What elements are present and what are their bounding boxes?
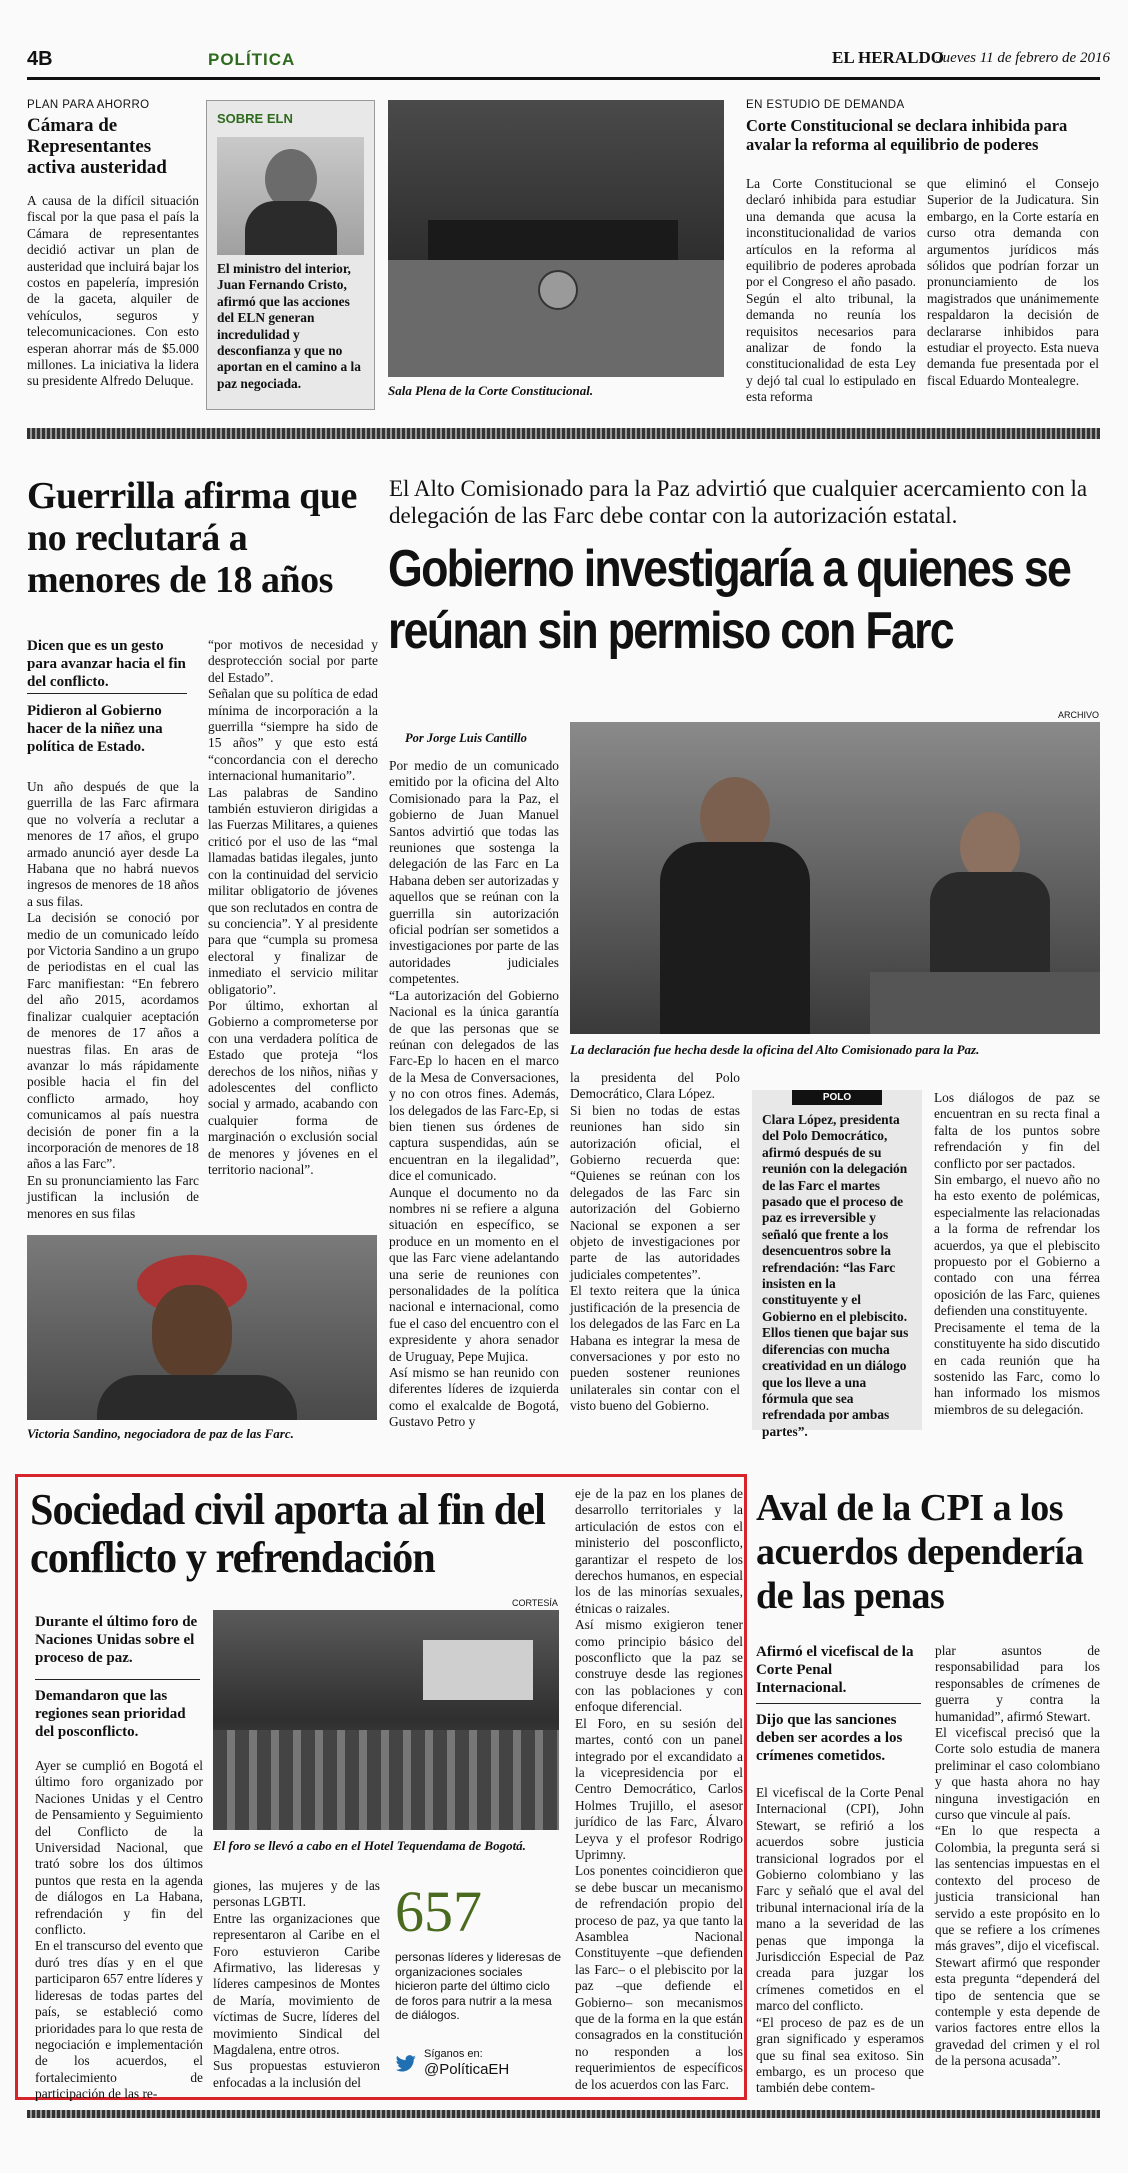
polo-box xyxy=(752,1090,922,1439)
headline-cpi: Aval de la CPI a los acuerdos dependería de las penas xyxy=(756,1487,1084,1617)
page-number: 4B xyxy=(27,48,53,70)
twitter-icon[interactable] xyxy=(395,2055,417,2073)
lead-cpi-1: Afirmó el vicefiscal de la Corte Penal Internacional. xyxy=(756,1644,914,1696)
lead-separator-2 xyxy=(35,1679,200,1680)
article-sociedad-col3: eje de la paz en los planes de desarrollo territoriales y la articulación de estos con el ministerio del posconflicto, garantizar el respeto de los derechos humanos, en especial los de las minorías sexuales, étnicas o raizales. Así mismo exigieron tener como principio básico del posconflicto que la paz se construye desde las regiones con las poblaciones y con enfoque diferencial. El Foro, en su sesión del martes, contó con un panel integrado por el excandidato a la vicepresidencia por el Centro Democrático, Carlos Holmes Trujillo, el asesor jurídico de las Farc, Álvaro Leyva y el profesor Rodrigo Uprimny. Los ponentes coincidieron que se debe buscar un mecanismo de refrendación propio del proceso de paz, ya que tanto la Asamblea Nacional Constituyente –que defienden las Farc– o el plebiscito por la paz –que defiende el Gobierno– son mecanismos que de la forma en la que están consagrados en la constitución no responden a los requerimientos de específicos de los acuerdos con las Farc. xyxy=(575,1486,743,2092)
article-sociedad-col1: Ayer se cumplió en Bogotá el último foro organizado por Naciones Unidas y el Centro de Pensamiento y Seguimiento del Conflicto de la Universidad Nacional, que trató sobre los dos últimos puntos que resta en la agenda de diálogos en La Habana, refrendación y fin del conflicto. En el transcurso del evento que duró tres días y en el que participaron 657 entre líderes y lideresas de todas partes del país, se estableció como prioridades para lo que resta de negociación e implementación de los acuerdos, el fortalecimiento de participación de las re- xyxy=(35,1758,203,2102)
article-guerrilla-col1: Un año después de que la guerrilla de las Farc afirmara que no volvería a reclutar a menores de 17 años, el grupo armado anunció ayer desde La Habana que no habrá nuevos ingresos de menores de 18 años a sus filas. La decisión se conoció por medio de un comunicado leído por Victoria Sandino a un grupo de periodistas en el cual las Farc manifiestan: “En febrero del año 2015, acordamos finalizar cualquier aceptación de menores de 17 años a nuestras filas. En aras de avanzar lo más rápidamente posible hacia el fin del conflicto armado, hoy comunicamos al país nuestra decisión de poner fin a la incorporación de menores de 18 años a las Farc”. En su pronunciamiento las Farc justifican la inclusión de menores en sus filas xyxy=(27,779,199,1221)
lead-cpi-2: Dijo que las sanciones deben ser acordes a los crímenes cometidos. xyxy=(756,1712,903,1764)
headline-guerrilla: Guerrilla afirma que no reclutará a menores de 18 años xyxy=(27,475,357,601)
article-sociedad-col2: giones, las mujeres y de las personas LGBTI. Entre las organizaciones que representaron al Caribe en el Foro estuvieron Caribe Afirmativo, las lideresas y líderes campesinos de Montes de María, movimiento de víctimas de Sucre, líderes del movimiento Sindical del Magdalena, entre otros. Sus propuestas estuvieron enfocadas a la inclusión del xyxy=(213,1878,380,2090)
polo-label: POLO xyxy=(792,1090,882,1105)
lead-guerrilla-2: Pidieron al Gobierno hacer de la niñez una política de Estado. xyxy=(27,703,163,755)
article-guerrilla-col2: “por motivos de necesidad y desprotección social por parte del Estado”. Señalan que su política de edad mínima de incorporación a la guerrilla “siempre ha sido de 15 años” y que esto está “concordancia con el derecho internacional humanitario”. Las palabras de Sandino también estuvieron dirigidas a las Fuerzas Militares, a quienes criticó por el uso de las “mal llamadas batidas ilegales, junto con la continuidad del servicio militar obligatorio de jóvenes que son reclutados en contra de su conciencia”. Y al presidente para que “cumpla su promesa electoral y finalizar de inmediato el servicio militar obligatorio”. Por último, exhortan al Gobierno a comprometerse por con una verdadera política de Estado que proteja “los derechos de los niños, niñas y adolescentes del conflicto social y armado, acabando con cualquier forma de marginación o exclusión social de menores y jóvenes en el territorio nacional”. xyxy=(208,637,378,1177)
stat-text: personas líderes y lideresas de organizaciones sociales hicieron parte del último ciclo de foros para nutrir a la mesa de diálogos. xyxy=(395,1950,562,2022)
polo-text: Clara López, presidenta del Polo Democrático, afirmó después de su reunión con la delegación de las Farc el martes pasado que el proceso de paz es irreversible y señaló que frente a los desencuentros sobre la refrendación: “las Farc insisten en la constituyente y el Gobierno en el plebiscito. Ellos tienen que bajar sus diferencias con mucha creatividad en un diálogo que los lleve a una fórmula que sea refrendada por ambas partes”. xyxy=(762,1112,909,1439)
photo-minister xyxy=(217,137,364,255)
photo-sala-plena xyxy=(388,100,724,377)
section-label: POLÍTICA xyxy=(208,50,296,69)
lead-sociedad-1: Durante el último foro de Naciones Unidas sobre el proceso de paz. xyxy=(35,1614,198,1666)
article-cpi-col1: El vicefiscal de la Corte Penal Internacional (CPI), John Stewart, se refirió a los acuerdos sobre justicia transicional logrados por el Gobierno colombiano y las Farc y señaló que el aval del tribunal internacional iría de la mano a la severidad de las penas que imponga la Jurisdicción Especial de Paz creada para juzgar los crímenes cometidos en el marco del conflicto. “El proceso de paz es de un gran significado y esperamos que su final sea exitoso. Sin embargo, es un proceso que también debe contem- xyxy=(756,1785,924,2096)
kicker-plan-ahorro: PLAN PARA AHORRO xyxy=(27,99,150,111)
article-gobierno-col1: Por medio de un comunicado emitido por la oficina del Alto Comisionado para la Paz, el gobierno de Juan Manuel Santos advirtió que todas las reuniones que sostenga la delegación de las Farc en La Habana deben ser autorizadas y aquellos que se reúnan con la guerrilla sin autorización oficial podrían ser sometidos a investigaciones por parte de las autoridades judiciales competentes. “La autorización del Gobierno Nacional es la única garantía de que las personas que se reúnan con delegados de las Farc-Ep lo hacen en el marco de la Mesa de Conversaciones, y no con otros fines. Además, los delegados de las Farc-Ep, si bien tienen sus órdenes de captura suspendidas, aún se encuentran en la ilegalidad”, dice el comunicado. Aunque el documento no da nombres ni se refiere a alguna situación en específico, se produce en un momento en el que las Farc viene adelantando una serie de reuniones con personalidades de la política nacional e internacional, como fue el caso del encuentro con el expresidente y ahora senador de Uruguay, Pepe Mujica. Así mismo se han reunido con diferentes líderes de izquierda como el exalcalde de Bogotá, Gustavo Petro y xyxy=(389,758,559,1430)
masthead: EL HERALDO xyxy=(832,48,944,67)
article-gobierno-col2: la presidenta del Polo Democrático, Clara López. Si bien no todas de estas reuniones han sido sin autorización oficial, el Gobierno recuerda que: “Quienes se reúnan con los delegados de las Farc sin autorización del Gobierno Nacional se exponen a ser objeto de investigaciones por parte de las autoridades judiciales competentes”. El texto reitera que la única justificación de la presencia de los delegados de las Farc en La Habana es integrar la mesa de conversaciones y por esto no pueden sostener reuniones unilaterales sin contar con el visto bueno del Gobierno. xyxy=(570,1070,740,1414)
headline-sociedad: Sociedad civil aporta al fin del conflicto y refrendación xyxy=(30,1485,545,1582)
sobre-eln-label: SOBRE ELN xyxy=(217,111,293,126)
lead-guerrilla-1: Dicen que es un gesto para avanzar hacia el fin del conflicto. xyxy=(27,638,186,690)
caption-alto-comisionado: La declaración fue hecha desde la oficina del Alto Comisionado para la Paz. xyxy=(570,1042,980,1057)
sobre-eln-box xyxy=(206,100,375,410)
photo-victoria-sandino xyxy=(27,1235,377,1420)
caption-victoria: Victoria Sandino, negociadora de paz de las Farc. xyxy=(27,1426,294,1441)
lead-separator-3 xyxy=(756,1703,921,1704)
article-cpi-col2: plar asuntos de responsabilidad para los responsables de crímenes de guerra y contra la humanidad”, afirmó Stewart. El vicefiscal precisó que la Corte solo estudia de manera preliminar el caso colombiano y que hasta ahora no hay ninguna investigación en curso que vincule al país. “En lo que respecta a Colombia, la pregunta será si las sentencias impuestas en el contexto del proceso de justicia transicional han servido a este propósito en lo que se refiere a los crímenes más graves”, dijo el vicefiscal. Stewart afirmó que responder esta pregunta “dependerá del tipo de sentencia que se contemple y esta depende de varios factores entre ellos la gravedad del crimen y el rol de la persona acusada”. xyxy=(935,1643,1100,2069)
article-corte-col1: La Corte Constitucional se declaró inhibida para estudiar una demanda que acusa la inconstitucionalidad de varios artículos en la reforma al equilibrio de poderes aprobada por el Congreso el año pasado. Según el alto tribunal, la demanda no reunía los requisitos necesarios para analizar de fondo la constitucionalidad de esta Ley y dejó tal cual lo estipulado en esta reforma xyxy=(746,176,916,405)
photo-credit-cortesia: CORTESÍA xyxy=(512,1598,558,1608)
stat-number: 657 xyxy=(395,1879,482,1944)
sobre-eln-text: El ministro del interior, Juan Fernando Cristo, afirmó que las acciones del ELN generan incredulidad y desconfianza y que no aportan en el camino a la paz negociada. xyxy=(217,261,361,391)
article-camara-body: A causa de la difícil situación fiscal por la que pasa el país la Cámara de representantes decidió activar un plan de austeridad que incluirá bajar los costos en papelería, impresión de la gaceta, alquiler de vehículos, seguros y telecomunicaciones. Con esto esperan ahorrar más de $5.000 millones. La iniciativa la lidera su presidente Alfredo Deluque. xyxy=(27,193,199,389)
caption-sala-plena: Sala Plena de la Corte Constitucional. xyxy=(388,383,594,398)
photo-alto-comisionado xyxy=(570,722,1100,1034)
article-gobierno-col4: Los diálogos de paz se encuentran en su recta final a falta de los puntos sobre refrendación y fin del conflicto por ser pactados. Sin embargo, el nuevo año no ha esto exento de polémicas, especialmente las relacionadas a la forma de refrendar los acuerdos, ya que el plebiscito propuesto por el Gobierno a contado con una férrea oposición de las Farc, quienes defienden una constituyente. Precisamente el tema de la constituyente ha sido discutido en cada reunión que ha sostenido las Farc, como lo han informado los mismos miembros de su delegación. xyxy=(934,1090,1100,1417)
byline: Por Jorge Luis Cantillo xyxy=(405,731,527,745)
lead-separator xyxy=(27,693,187,694)
photo-credit-archivo: ARCHIVO xyxy=(1058,710,1100,720)
headline-corte: Corte Constitucional se declara inhibida para avalar la reforma al equilibrio de poderes xyxy=(746,116,1068,154)
photo-foro-tequendama xyxy=(213,1610,559,1830)
lead-sociedad-2: Demandaron que las regiones sean prioridad del posconflicto. xyxy=(35,1688,186,1740)
bottom-divider xyxy=(27,2110,1100,2118)
follow-handle[interactable]: @PolíticaEH xyxy=(424,2061,510,2078)
kicker-demanda: EN ESTUDIO DE DEMANDA xyxy=(746,99,905,111)
follow-label: Síganos en: xyxy=(424,2048,483,2060)
deck-gobierno: El Alto Comisionado para la Paz advirtió que cualquier acercamiento con la delegación de las Farc debe contar con la autorización estatal. xyxy=(389,476,1088,528)
caption-foro: El foro se llevó a cabo en el Hotel Tequendama de Bogotá. xyxy=(213,1838,526,1853)
article-corte-col2: que eliminó el Consejo Superior de la Judicatura. Sin embargo, en la Corte estaría en curso otra demanda con argumentos jurídicos más sólidos que podrían forzar un pronunciamiento de los magistrados que unánimemente respaldaron la decisión de declararse inhibidos para estudiar el proyecto. Esta nueva demanda fue presentada por el fiscal Eduardo Montealegre. xyxy=(927,176,1099,388)
header-rule xyxy=(27,77,1100,80)
headline-gobierno: Gobierno investigaría a quienes se reúnan sin permiso con Farc xyxy=(388,540,1071,660)
headline-camara: Cámara de Representantes activa austeridad xyxy=(27,115,167,178)
header-date: Jueves 11 de febrero de 2016 xyxy=(936,50,1110,66)
section-divider xyxy=(27,428,1100,439)
